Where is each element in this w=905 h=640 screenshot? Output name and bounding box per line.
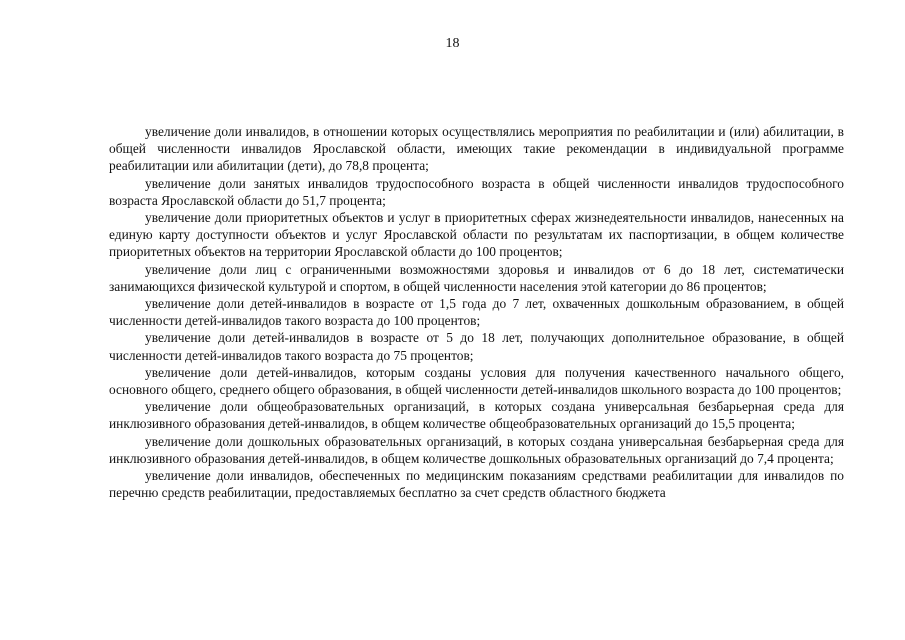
document-body [109, 123, 844, 501]
paragraph-additional-education: увеличение доли детей-инвалидов в возрасте от 5 до 18 лет, получающих дополнительное образование, в общей численности детей-инвалидов такого возраста до 75 процентов; [109, 330, 844, 363]
paragraph-inclusive-preschools: увеличение доли дошкольных образовательных организаций, в которых создана универсальная безбарьерная среда для инклюзивного образования детей-инвалидов, в общем количестве дошкольных образовательных организаций до 7,4 процента; [109, 433, 844, 466]
paragraph-general-education: увеличение доли детей-инвалидов, которым созданы условия для получения качественного начального общего, основного общего, среднего общего образования, в общей численности детей-инвалидов школьного возраста до 100 процентов; [109, 364, 844, 398]
paragraph-rehabilitation-share: увеличение доли инвалидов, в отношении которых осуществлялись мероприятия по реабилитации и (или) абилитации, в общей численности инвалидов Ярославской области, имеющих такие рекомендации в индивидуальной программе реабилитации или абилитации (дети), до 78,8 процента; [109, 124, 844, 174]
paragraph-inclusive-schools: увеличение доли общеобразовательных организаций, в которых создана универсальная безбарьерная среда для инклюзивного образования детей-инвалидов, в общем количестве общеобразовательных организаций до 15,5 процента; [109, 399, 844, 432]
paragraph-rehabilitation-means: увеличение доли инвалидов, обеспеченных по медицинским показаниям средствами реабилитации для инвалидов по перечню средств реабилитации, предоставляемых бесплатно за счет средств областного бюджета [109, 468, 844, 501]
paragraph-sports-participation: увеличение доли лиц с ограниченными возможностями здоровья и инвалидов от 6 до 18 лет, систематически занимающихся физической культурой и спортом, в общей численности населения этой категории до 86 процентов; [109, 261, 844, 294]
paragraph-accessibility-map: увеличение доли приоритетных объектов и услуг в приоритетных сферах жизнедеятельности инвалидов, нанесенных на единую карту доступности объектов и услуг Ярославской области по результатам их паспортизации, в общем количестве приоритетных объектов на территории Ярославской области до 100 процентов; [109, 210, 844, 260]
paragraph-employed-disabled: увеличение доли занятых инвалидов трудоспособного возраста в общей численности инвалидов трудоспособного возраста Ярославской области до 51,7 процента; [109, 175, 844, 208]
page-number: 18 [445, 36, 460, 51]
paragraph-preschool-coverage: увеличение доли детей-инвалидов в возрасте от 1,5 года до 7 лет, охваченных дошкольным образованием, в общей численности детей-инвалидов такого возраста до 100 процентов; [109, 296, 844, 329]
